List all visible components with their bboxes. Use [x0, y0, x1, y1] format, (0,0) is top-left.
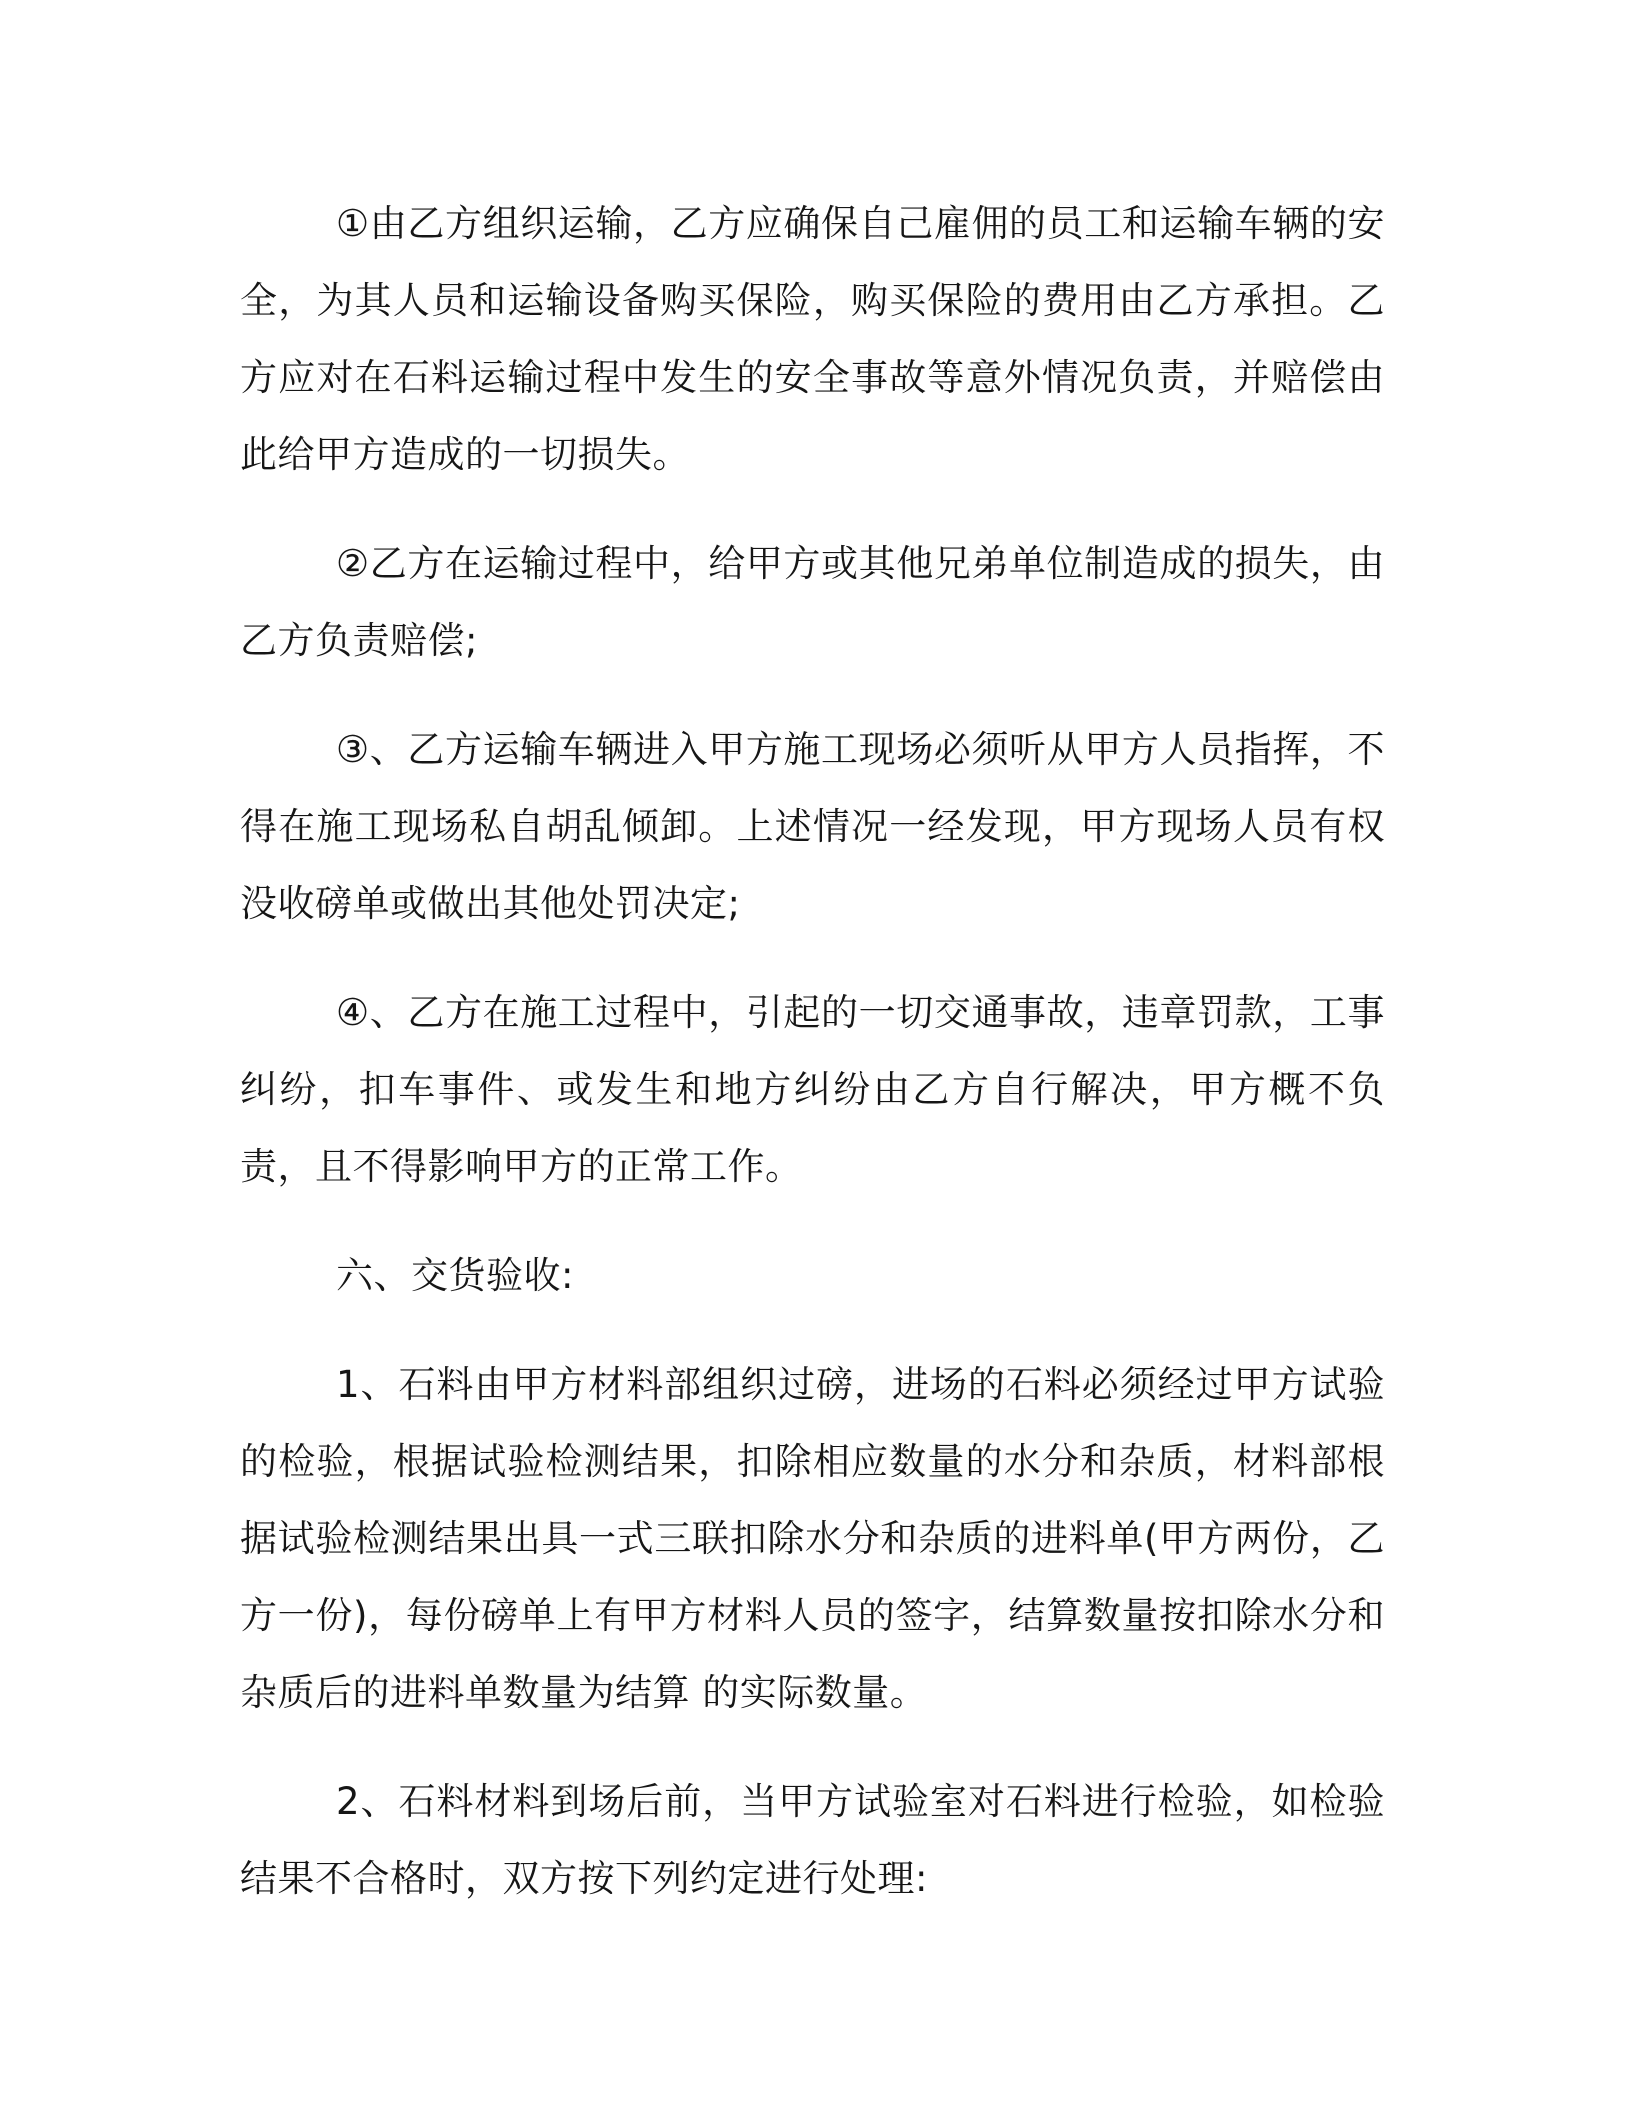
- document-body: [240, 185, 1385, 1949]
- paragraph-clause-4: ④、乙方在施工过程中，引起的一切交通事故，违章罚款，工事纠纷，扣车事件、或发生和地方纠纷由乙方自行解决，甲方概不负责，且不得影响甲方的正常工作。: [240, 991, 1385, 1188]
- paragraph-clause-1: ①由乙方组织运输，乙方应确保自己雇佣的员工和运输车辆的安全，为其人员和运输设备购买保险，购买保险的费用由乙方承担。乙方应对在石料运输过程中发生的安全事故等意外情况负责，并赔偿由此给甲方造成的一切损失。: [240, 202, 1385, 476]
- paragraph-clause-2: ②乙方在运输过程中，给甲方或其他兄弟单位制造成的损失，由乙方负责赔偿;: [240, 542, 1385, 662]
- section-heading-delivery-acceptance: 六、交货验收:: [336, 1254, 574, 1297]
- paragraph-clause-3: ③、乙方运输车辆进入甲方施工现场必须听从甲方人员指挥，不得在施工现场私自胡乱倾卸。上述情况一经发现，甲方现场人员有权没收磅单或做出其他处罚决定;: [240, 728, 1385, 925]
- paragraph-acceptance-1: 1、石料由甲方材料部组织过磅，进场的石料必须经过甲方试验的检验，根据试验检测结果，扣除相应数量的水分和杂质，材料部根据试验检测结果出具一式三联扣除水分和杂质的进料单(甲方两份，乙方一份)，每份磅单上有甲方材料人员的签字，结算数量按扣除水分和杂质后的进料单数量为结算 的实际数量。: [240, 1363, 1385, 1714]
- paragraph-acceptance-2: 2、石料材料到场后前，当甲方试验室对石料进行检验，如检验结果不合格时，双方按下列约定进行处理:: [240, 1780, 1385, 1900]
